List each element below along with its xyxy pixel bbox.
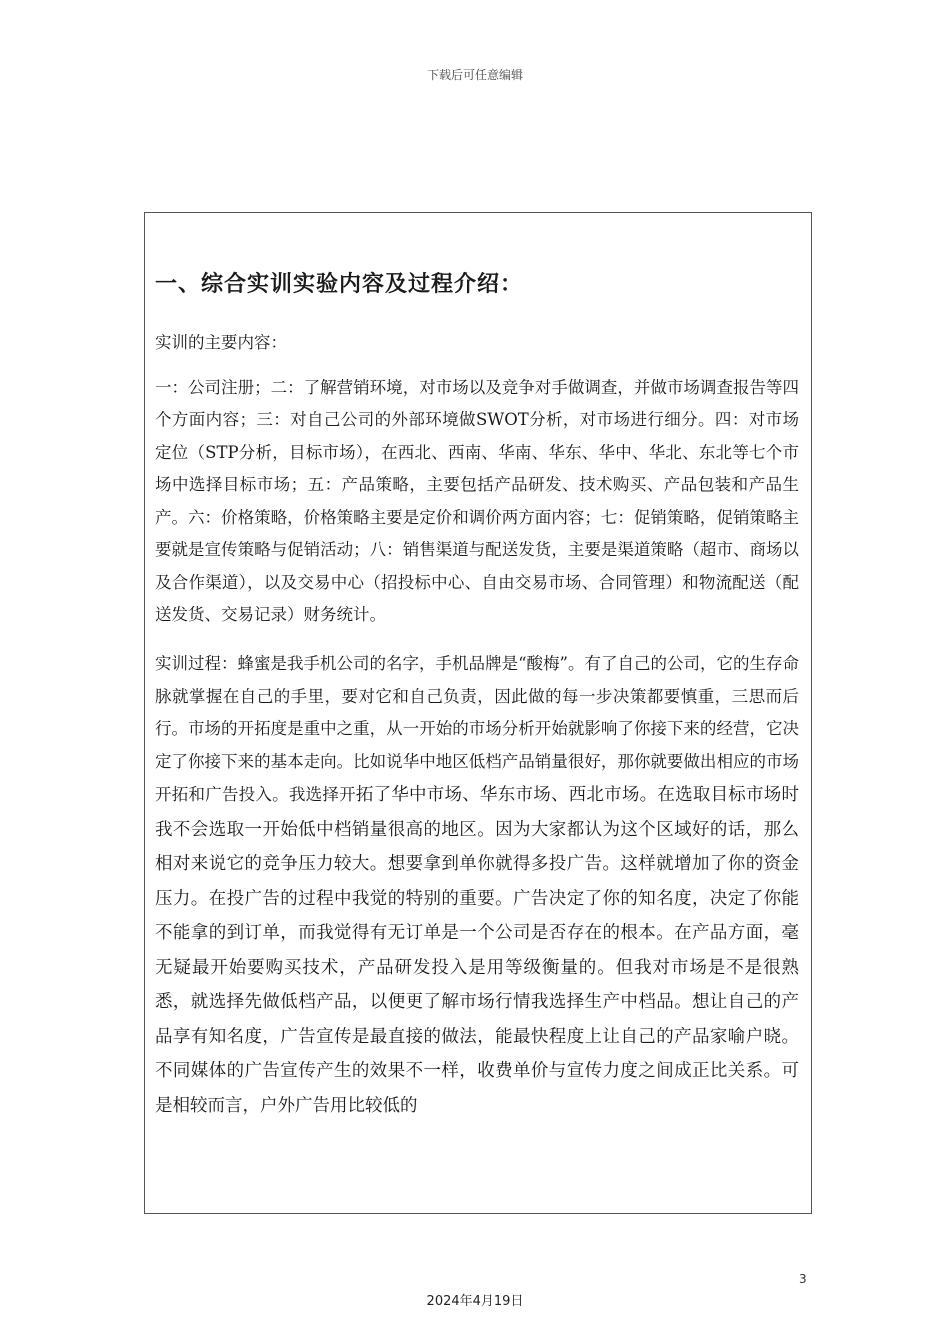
process-paragraph-continued: 拓了华中市场、华东市场、西北市场。在选取目标市场时我不会选取一开始低中档销量很高的地区。因为大家都认为这个区域好的话，那么相对来说它的竞争压力较大。想要拿到单你就得多投广告。这样就增加了你的资金压力。在投广告的过程中我觉的特别的重要。广告决定了你的知名度，决定了你能不能拿的到订单，而我觉得有无订单是一个公司是否存在的根本。在产品方面，毫无疑最开始要购买技术，产品研发投入是用等级衡量的。但我对市场是不是很熟悉，就选择先做低档产品，以便更了解市场行情我选择生产中档品。想让自己的产品享有知名度，广告宣传是最直接的做法，能最快程度上让自己的产品家喻户晓。不同媒体的广告宣传产生的效果不一样，收费单价与宣传力度之间成正比关系。可是相较而言，户外广告用比较低的: [155, 785, 800, 1116]
page-number: 3: [799, 1272, 807, 1286]
section-heading: 一、综合实训实验内容及过程介绍：: [155, 272, 524, 297]
process-paragraph-lead: 实训过程：蜂蜜是我手机公司的名字，手机品牌是“酸梅”。有了自己的公司，它的生存命脉就掌握在自己的手里，要对它和自己负责，因此做的每一步决策都要慎重，三思而后行。市场的开拓度是重中之重，从一开始的市场分析开始就影响了你接下来的经营，它决定了你接下来的基本走向。比如说华中地区低档产品销量很好，那你就要做出相应的市场开拓和广告投入。我选择开: [155, 654, 799, 804]
process-paragraph: [155, 648, 799, 1123]
intro-label: 实训的主要内容：: [155, 333, 287, 352]
footer-date: 2024年4月19日: [426, 1294, 524, 1309]
content-box: [144, 212, 812, 1214]
header-note: 下载后可任意编辑: [426, 68, 523, 82]
main-content-paragraph: 一：公司注册；二：了解营销环境，对市场以及竞争对手做调查，并做市场调查报告等四个方面内容；三：对自己公司的外部环境做SWOT分析，对市场进行细分。四：对市场定位（STP分析，目标市场），在西北、西南、华南、华东、华中、华北、东北等七个市场中选择目标市场；五：产品策略，主要包括产品研发、技术购买、产品包装和产品生产。六：价格策略，价格策略主要是定价和调价两方面内容；七：促销策略，促销策略主要就是宣传策略与促销活动；八：销售渠道与配送发货，主要是渠道策略（超市、商场以及合作渠道），以及交易中心（招投标中心、自由交易市场、合同管理）和物流配送（配送发货、交易记录）财务统计。: [155, 377, 799, 624]
